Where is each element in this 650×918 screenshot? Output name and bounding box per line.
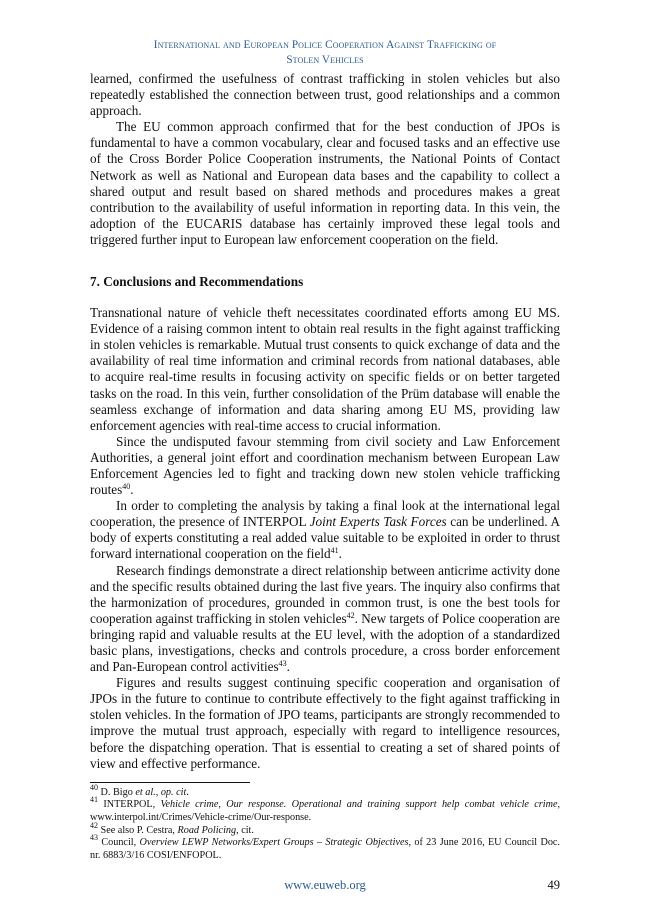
paragraph-text: Since the undisputed favour stemming from civil society and Law Enforcement Authorities, a general joint effort and coordination mechanism between European Law Enforcement Agencies led to fight and tracking down new stolen vehicle trafficking routes (90, 433, 560, 498)
footnote-number: 41 (90, 795, 98, 805)
emphasis-joint-experts-task-forces: Joint Experts Task Forces (309, 514, 447, 530)
section-body (90, 305, 560, 772)
footnote-text: , cit. (236, 824, 254, 836)
footnote-text: , of 23 June 2016, EU Council Doc. nr. 6883/3/16 COSI/ENFOPOL. (90, 837, 560, 861)
footnote-text: See also P. Cestra, (100, 824, 178, 836)
footnote-43 (90, 833, 560, 862)
footnote-text: INTERPOL, (103, 799, 161, 811)
continued-text (90, 71, 560, 248)
paragraph-transnational: Transnational nature of vehicle theft necessitates coordinated efforts among EU MS. Evidence of a raising common intent to obtain real results in the fight against trafficking in stolen vehicles is remarkable. Mutual trust consents to quick exchange of data and the availability of real time information and criminal records from national databases, able to acquire real-time results in focusing activity on specific fields or on better targeted tasks on the road. In this vein, further consolidation of the Prüm database will enable the seamless exchange of information and data sharing among EU MS, providing law enforcement agencies with real-time access to crucial information. (90, 305, 560, 433)
paragraph-eu-common-approach: The EU common approach confirmed that for the best conduction of JPOs is fundamental to have a common vocabulary, clear and focused tasks and an effective use of the Cross Border Police Cooperation instruments, the National Points of Contact Network as well as National and European data bases and the capability to collect a shared output and result based on shared methods and procedures makes a great contribution to the availability of useful information in reporting data. In this vein, the adoption of the EUCARIS database has certainly improved these legal tools and triggered further input to European law enforcement cooperation on the field. (90, 119, 560, 247)
footnote-number: 43 (90, 833, 98, 843)
footnote-emphasis: op. cit (160, 786, 187, 798)
footer-website-link[interactable]: www.euweb.org (284, 878, 366, 892)
footnote-author: D. Bigo (100, 786, 133, 798)
paragraph-research-findings (90, 563, 560, 676)
paragraph-end: . (286, 659, 290, 675)
footnote-ref-40[interactable]: 40 (122, 482, 131, 492)
footnote-divider (90, 782, 250, 783)
running-head (90, 38, 560, 68)
footnote-emphasis: Overview LEWP Networks/Expert Groups – Strategic Objectives (139, 837, 409, 849)
footnote-text: , (155, 786, 161, 798)
paragraph-end: . (338, 546, 342, 562)
footnote-ref-43[interactable]: 43 (278, 659, 287, 669)
paragraph-text: In order to completing the analysis by taking a final look at the international legal cooperation, the presence of INTERPOL (90, 498, 560, 530)
page (90, 38, 560, 862)
footnote-41 (90, 795, 561, 824)
footnote-ref-41[interactable]: 41 (330, 546, 339, 556)
section-heading: 7. Conclusions and Recommendations (90, 274, 304, 290)
footnote-42 (90, 820, 560, 838)
footnote-emphasis: et al. (135, 786, 156, 798)
footnote-40 (90, 782, 560, 800)
paragraph-text: . New targets of Police cooperation are bringing rapid and valuable results at the EU level, with the adoption of a standardized basic plans, investigations, checks and controls procedure, a cross border enforcement and Pan-European control activities (90, 610, 560, 675)
footnote-text: . (186, 786, 189, 798)
running-head-line-1: International and European Police Cooperation Against Trafficking of (153, 39, 497, 51)
paragraph-text: can be underlined. A body of experts constituting a real added value suitable to be exploited in order to thrust forward international cooperation on the field (90, 514, 561, 562)
paragraph-continued: learned, confirmed the usefulness of contrast trafficking in stolen vehicles but also repeatedly established the connection between trust, good relationships and a common approach. (90, 71, 560, 119)
paragraph-text: Research findings demonstrate a direct relationship between anticrime activity done and the specific results obtained during the last five years. The inquiry also confirms that the harmonization of procedures, grounded in common trust, is one the best tools for cooperation against trafficking in stolen vehicles (90, 562, 560, 626)
footnote-emphasis: Road Policing (177, 824, 237, 836)
page-number: 49 (547, 878, 560, 892)
footnote-number: 40 (90, 782, 98, 792)
footnote-emphasis: Vehicle crime, Our response. Operational and training support help combat vehicle crime (160, 799, 558, 811)
paragraph-end: . (130, 482, 134, 498)
running-head-line-2: Stolen Vehicles (286, 54, 364, 66)
footnote-ref-42[interactable]: 42 (346, 610, 355, 620)
paragraph-figures-results: Figures and results suggest continuing specific cooperation and organisation of JPOs in the future to continue to contribute effectively to the fight against trafficking in stolen vehicles. In the formation of JPO teams, participants are strongly recommended to improve the mutual trust approach, especially with regard to intelligence resources, before the dispatching operation. That is essential to creating a set of shared points of view and effective performance. (90, 675, 560, 771)
paragraph-interpol (90, 498, 560, 562)
footnotes (90, 782, 561, 863)
footnote-text: Council, (101, 837, 140, 849)
footnote-text: , www.interpol.int/Crimes/Vehicle-crime/Our-response. (90, 799, 561, 823)
footnote-number: 42 (90, 820, 98, 830)
paragraph-undisputed-favour (90, 434, 560, 498)
